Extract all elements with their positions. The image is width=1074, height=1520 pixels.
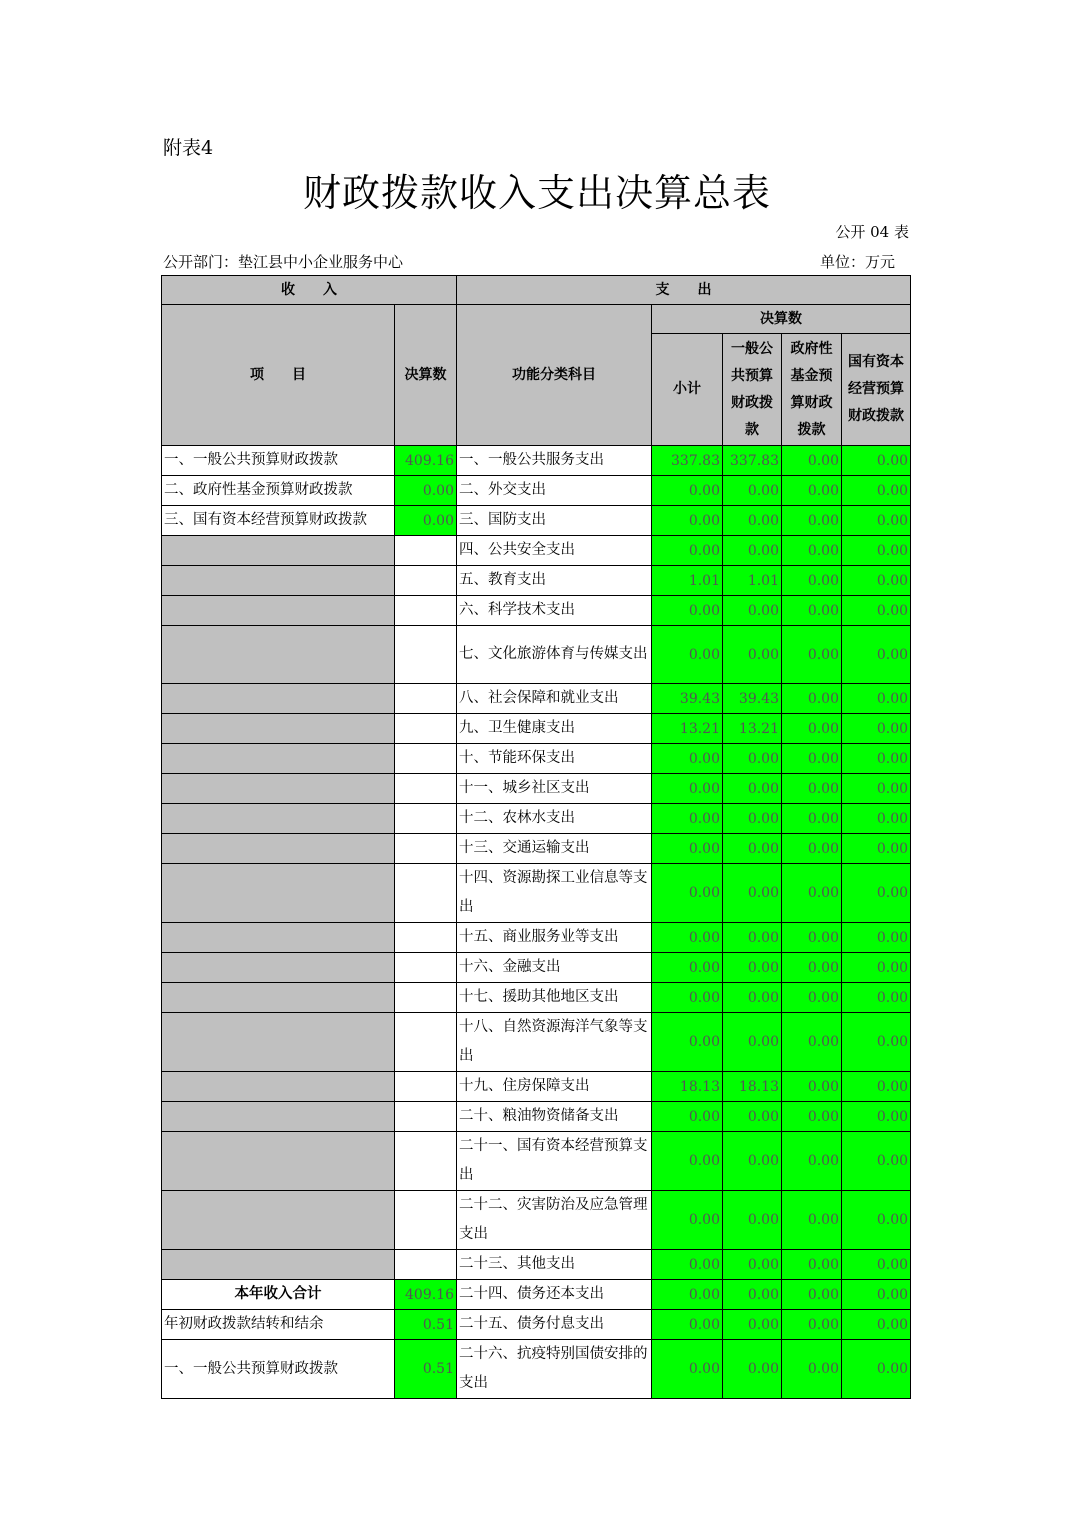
state-capital-cell: 0.00 xyxy=(842,1072,911,1102)
state-capital-cell: 0.00 xyxy=(842,953,911,983)
table-row xyxy=(162,1191,911,1250)
income-item-cell: 本年收入合计 xyxy=(162,1280,395,1310)
function-header: 功能分类科目 xyxy=(457,305,652,446)
page-title: 财政拨款收入支出决算总表 xyxy=(302,171,771,215)
table-row xyxy=(162,476,911,506)
state-capital-cell: 0.00 xyxy=(842,1280,911,1310)
table-row xyxy=(162,714,911,744)
income-amount-cell xyxy=(395,1102,457,1132)
income-item-cell xyxy=(162,714,395,744)
income-amount-cell: 0.00 xyxy=(395,506,457,536)
income-amount-cell xyxy=(395,596,457,626)
expense-item-cell: 二十三、其他支出 xyxy=(457,1250,652,1280)
state-capital-cell: 0.00 xyxy=(842,626,911,684)
gov-fund-cell: 0.00 xyxy=(782,804,842,834)
subtotal-cell: 0.00 xyxy=(652,1280,723,1310)
income-item-cell xyxy=(162,774,395,804)
amount-header: 决算数 xyxy=(395,305,457,446)
table-row xyxy=(162,626,911,684)
income-amount-cell xyxy=(395,953,457,983)
state-capital-cell: 0.00 xyxy=(842,744,911,774)
gov-fund-cell: 0.00 xyxy=(782,923,842,953)
expense-item-cell: 十一、城乡社区支出 xyxy=(457,774,652,804)
table-row xyxy=(162,1072,911,1102)
gov-fund-cell: 0.00 xyxy=(782,714,842,744)
income-item-cell: 二、政府性基金预算财政拨款 xyxy=(162,476,395,506)
subtotal-cell: 13.21 xyxy=(652,714,723,744)
income-item-cell xyxy=(162,1013,395,1072)
expense-item-cell: 十七、援助其他地区支出 xyxy=(457,983,652,1013)
income-amount-cell xyxy=(395,684,457,714)
subtotal-cell: 337.83 xyxy=(652,446,723,476)
department-label: 公开部门：垫江县中小企业服务中心 xyxy=(163,253,404,271)
income-item-cell xyxy=(162,834,395,864)
general-budget-cell: 0.00 xyxy=(723,596,782,626)
state-capital-cell: 0.00 xyxy=(842,1340,911,1399)
general-budget-cell: 0.00 xyxy=(723,864,782,923)
expense-item-cell: 十二、农林水支出 xyxy=(457,804,652,834)
income-header: 收 入 xyxy=(162,276,457,305)
unit-label: 单位：万元 xyxy=(820,253,896,271)
state-capital-cell: 0.00 xyxy=(842,476,911,506)
gov-fund-cell: 0.00 xyxy=(782,1310,842,1340)
gov-fund-cell: 0.00 xyxy=(782,476,842,506)
state-capital-cell: 0.00 xyxy=(842,684,911,714)
income-item-cell xyxy=(162,804,395,834)
general-budget-cell: 0.00 xyxy=(723,983,782,1013)
table-row xyxy=(162,1280,911,1310)
income-amount-cell xyxy=(395,1250,457,1280)
subtotal-cell: 0.00 xyxy=(652,774,723,804)
state-capital-cell: 0.00 xyxy=(842,774,911,804)
general-budget-cell: 13.21 xyxy=(723,714,782,744)
income-amount-cell xyxy=(395,774,457,804)
subtotal-cell: 0.00 xyxy=(652,1310,723,1340)
income-amount-cell xyxy=(395,864,457,923)
income-amount-cell xyxy=(395,536,457,566)
income-item-cell xyxy=(162,1072,395,1102)
income-amount-cell: 0.51 xyxy=(395,1310,457,1340)
gov-fund-cell: 0.00 xyxy=(782,774,842,804)
general-budget-cell: 0.00 xyxy=(723,774,782,804)
subtotal-cell: 0.00 xyxy=(652,1250,723,1280)
item-header: 项 目 xyxy=(162,305,395,446)
subtotal-cell: 18.13 xyxy=(652,1072,723,1102)
form-number: 公开 04 表 xyxy=(835,223,909,241)
expense-item-cell: 二十二、灾害防治及应急管理支出 xyxy=(457,1191,652,1250)
gov-fund-cell: 0.00 xyxy=(782,744,842,774)
income-item-cell xyxy=(162,923,395,953)
general-budget-cell: 0.00 xyxy=(723,1250,782,1280)
gov-fund-cell: 0.00 xyxy=(782,1072,842,1102)
table-row xyxy=(162,1132,911,1191)
expense-item-cell: 二十四、债务还本支出 xyxy=(457,1280,652,1310)
table-row xyxy=(162,684,911,714)
subtotal-cell: 39.43 xyxy=(652,684,723,714)
state-capital-cell: 0.00 xyxy=(842,1132,911,1191)
subtotal-cell: 0.00 xyxy=(652,1340,723,1399)
expense-item-cell: 五、教育支出 xyxy=(457,566,652,596)
expense-item-cell: 十、节能环保支出 xyxy=(457,744,652,774)
income-item-cell xyxy=(162,1102,395,1132)
state-capital-cell: 0.00 xyxy=(842,1013,911,1072)
expense-item-cell: 十八、自然资源海洋气象等支出 xyxy=(457,1013,652,1072)
expense-item-cell: 十五、商业服务业等支出 xyxy=(457,923,652,953)
expense-item-cell: 十四、资源勘探工业信息等支出 xyxy=(457,864,652,923)
general-budget-cell: 0.00 xyxy=(723,536,782,566)
table-row xyxy=(162,506,911,536)
general-budget-cell: 0.00 xyxy=(723,744,782,774)
general-budget-cell: 0.00 xyxy=(723,1310,782,1340)
gov-fund-cell: 0.00 xyxy=(782,446,842,476)
income-item-cell: 年初财政拨款结转和结余 xyxy=(162,1310,395,1340)
table-row xyxy=(162,744,911,774)
income-item-cell xyxy=(162,983,395,1013)
income-amount-cell xyxy=(395,804,457,834)
income-amount-cell xyxy=(395,714,457,744)
expense-item-cell: 四、公共安全支出 xyxy=(457,536,652,566)
expense-item-cell: 六、科学技术支出 xyxy=(457,596,652,626)
state-capital-cell: 0.00 xyxy=(842,536,911,566)
gov-fund-cell: 0.00 xyxy=(782,1340,842,1399)
state-capital-cell: 0.00 xyxy=(842,804,911,834)
table-row xyxy=(162,1250,911,1280)
general-budget-cell: 0.00 xyxy=(723,506,782,536)
general-budget-cell: 0.00 xyxy=(723,1013,782,1072)
state-capital-cell: 0.00 xyxy=(842,864,911,923)
income-item-cell xyxy=(162,596,395,626)
general-budget-cell: 0.00 xyxy=(723,1102,782,1132)
general-budget-cell: 1.01 xyxy=(723,566,782,596)
income-amount-cell: 409.16 xyxy=(395,1280,457,1310)
table-row xyxy=(162,923,911,953)
subtotal-cell: 0.00 xyxy=(652,864,723,923)
expense-item-cell: 十三、交通运输支出 xyxy=(457,834,652,864)
expense-header: 支 出 xyxy=(457,276,911,305)
gov-fund-cell: 0.00 xyxy=(782,626,842,684)
subtotal-cell: 0.00 xyxy=(652,476,723,506)
gov-fund-cell: 0.00 xyxy=(782,566,842,596)
income-amount-cell xyxy=(395,744,457,774)
gov-fund-cell: 0.00 xyxy=(782,596,842,626)
income-item-cell: 一、一般公共预算财政拨款 xyxy=(162,446,395,476)
income-amount-cell xyxy=(395,1072,457,1102)
expense-item-cell: 二十一、国有资本经营预算支出 xyxy=(457,1132,652,1191)
subtotal-cell: 0.00 xyxy=(652,626,723,684)
amount-group-header: 决算数 xyxy=(652,305,911,334)
expense-item-cell: 二十六、抗疫特别国债安排的支出 xyxy=(457,1340,652,1399)
expense-item-cell: 二十、粮油物资储备支出 xyxy=(457,1102,652,1132)
table-row xyxy=(162,1013,911,1072)
gov-fund-cell: 0.00 xyxy=(782,1250,842,1280)
income-item-cell xyxy=(162,864,395,923)
gov-fund-cell: 0.00 xyxy=(782,536,842,566)
income-item-cell xyxy=(162,1250,395,1280)
income-item-cell xyxy=(162,1191,395,1250)
income-item-cell xyxy=(162,744,395,774)
annex-label: 附表4 xyxy=(163,137,214,159)
gov-fund-cell: 0.00 xyxy=(782,864,842,923)
income-item-cell xyxy=(162,953,395,983)
expense-item-cell: 八、社会保障和就业支出 xyxy=(457,684,652,714)
gov-fund-cell: 0.00 xyxy=(782,1102,842,1132)
gov-fund-cell: 0.00 xyxy=(782,1013,842,1072)
income-item-cell xyxy=(162,626,395,684)
general-budget-cell: 0.00 xyxy=(723,834,782,864)
subtotal-cell: 0.00 xyxy=(652,983,723,1013)
state-capital-header: 国有资本经营预算财政拨款 xyxy=(842,334,911,446)
income-amount-cell: 0.51 xyxy=(395,1340,457,1399)
general-budget-cell: 0.00 xyxy=(723,1280,782,1310)
subtotal-cell: 0.00 xyxy=(652,1191,723,1250)
gov-fund-cell: 0.00 xyxy=(782,834,842,864)
general-budget-cell: 0.00 xyxy=(723,1191,782,1250)
state-capital-cell: 0.00 xyxy=(842,446,911,476)
general-budget-cell: 0.00 xyxy=(723,953,782,983)
table-row xyxy=(162,596,911,626)
expense-item-cell: 十六、金融支出 xyxy=(457,953,652,983)
income-amount-cell xyxy=(395,1191,457,1250)
state-capital-cell: 0.00 xyxy=(842,983,911,1013)
table-row xyxy=(162,1310,911,1340)
subtotal-cell: 0.00 xyxy=(652,744,723,774)
income-item-cell xyxy=(162,1132,395,1191)
state-capital-cell: 0.00 xyxy=(842,923,911,953)
table-row xyxy=(162,774,911,804)
gov-fund-cell: 0.00 xyxy=(782,1191,842,1250)
state-capital-cell: 0.00 xyxy=(842,1310,911,1340)
subtotal-cell: 0.00 xyxy=(652,596,723,626)
general-budget-cell: 0.00 xyxy=(723,1132,782,1191)
expense-item-cell: 一、一般公共服务支出 xyxy=(457,446,652,476)
table-row xyxy=(162,1340,911,1399)
subtotal-cell: 0.00 xyxy=(652,506,723,536)
table-row xyxy=(162,446,911,476)
gov-fund-cell: 0.00 xyxy=(782,506,842,536)
state-capital-cell: 0.00 xyxy=(842,596,911,626)
general-budget-cell: 0.00 xyxy=(723,1340,782,1399)
table-row xyxy=(162,834,911,864)
general-budget-cell: 39.43 xyxy=(723,684,782,714)
general-budget-cell: 0.00 xyxy=(723,476,782,506)
gov-fund-cell: 0.00 xyxy=(782,1132,842,1191)
income-amount-cell xyxy=(395,626,457,684)
table-row xyxy=(162,953,911,983)
income-item-cell xyxy=(162,566,395,596)
subtotal-cell: 0.00 xyxy=(652,1132,723,1191)
table-row xyxy=(162,864,911,923)
subtotal-cell: 0.00 xyxy=(652,536,723,566)
gov-fund-cell: 0.00 xyxy=(782,1280,842,1310)
table-row xyxy=(162,804,911,834)
subtotal-cell: 0.00 xyxy=(652,953,723,983)
expense-item-cell: 二、外交支出 xyxy=(457,476,652,506)
general-budget-cell: 337.83 xyxy=(723,446,782,476)
expense-item-cell: 三、国防支出 xyxy=(457,506,652,536)
gov-fund-header: 政府性基金预算财政拨款 xyxy=(782,334,842,446)
income-amount-cell xyxy=(395,1013,457,1072)
state-capital-cell: 0.00 xyxy=(842,834,911,864)
gov-fund-cell: 0.00 xyxy=(782,983,842,1013)
table-row xyxy=(162,1102,911,1132)
state-capital-cell: 0.00 xyxy=(842,566,911,596)
general-budget-cell: 0.00 xyxy=(723,626,782,684)
subtotal-cell: 0.00 xyxy=(652,923,723,953)
subtotal-cell: 0.00 xyxy=(652,1013,723,1072)
table-row xyxy=(162,536,911,566)
expense-item-cell: 二十五、债务付息支出 xyxy=(457,1310,652,1340)
general-budget-cell: 0.00 xyxy=(723,804,782,834)
state-capital-cell: 0.00 xyxy=(842,506,911,536)
income-item-cell: 一、一般公共预算财政拨款 xyxy=(162,1340,395,1399)
state-capital-cell: 0.00 xyxy=(842,1250,911,1280)
expense-item-cell: 十九、住房保障支出 xyxy=(457,1072,652,1102)
expense-item-cell: 九、卫生健康支出 xyxy=(457,714,652,744)
table-row xyxy=(162,983,911,1013)
subtotal-header: 小计 xyxy=(652,334,723,446)
state-capital-cell: 0.00 xyxy=(842,1102,911,1132)
income-amount-cell xyxy=(395,834,457,864)
state-capital-cell: 0.00 xyxy=(842,714,911,744)
income-item-cell xyxy=(162,536,395,566)
income-amount-cell: 0.00 xyxy=(395,476,457,506)
income-amount-cell xyxy=(395,1132,457,1191)
income-item-cell xyxy=(162,684,395,714)
income-amount-cell: 409.16 xyxy=(395,446,457,476)
general-budget-cell: 0.00 xyxy=(723,923,782,953)
expense-item-cell: 七、文化旅游体育与传媒支出 xyxy=(457,626,652,684)
general-budget-cell: 18.13 xyxy=(723,1072,782,1102)
budget-table xyxy=(161,275,911,1399)
income-amount-cell xyxy=(395,983,457,1013)
gov-fund-cell: 0.00 xyxy=(782,684,842,714)
subtotal-cell: 0.00 xyxy=(652,804,723,834)
subtotal-cell: 1.01 xyxy=(652,566,723,596)
state-capital-cell: 0.00 xyxy=(842,1191,911,1250)
subtotal-cell: 0.00 xyxy=(652,1102,723,1132)
income-amount-cell xyxy=(395,923,457,953)
income-amount-cell xyxy=(395,566,457,596)
general-budget-header: 一般公共预算财政拨款 xyxy=(723,334,782,446)
table-row xyxy=(162,566,911,596)
income-item-cell: 三、国有资本经营预算财政拨款 xyxy=(162,506,395,536)
gov-fund-cell: 0.00 xyxy=(782,953,842,983)
subtotal-cell: 0.00 xyxy=(652,834,723,864)
